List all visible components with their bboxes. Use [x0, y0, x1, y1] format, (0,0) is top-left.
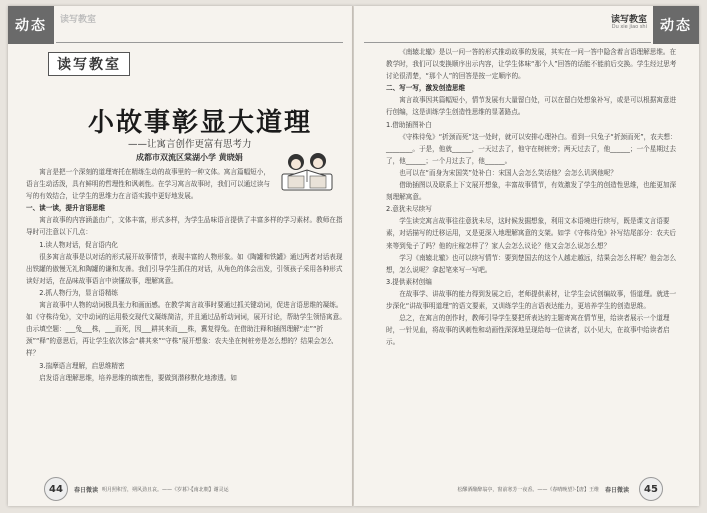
- right-section-tab: 动态: [653, 6, 699, 44]
- footer-quote: 明月照积雪，朔风劲且哀。——《岁暮》·【南北朝】谢灵运: [102, 486, 229, 493]
- paragraph: 寓言故事中人物的动词极具张力和画面感。在教学寓言故事时要通过抓关键动词，促进言语思维的凝练。如《守株待兔》，文中动词的运用极交现代文凝练简洁，并且通过品析动词词，展开讨论，帮助学生领悟寓意。由示填空题：___兔___株，___而死，因___耕其来而___株，冀复得兔。在借助注释和插图理解“走”“折颈”“释”的意思后，再让学生依次体会“耕其来”“守株”展开想象：农夫坐在树桩旁是怎么想的？结果会怎么样？: [26, 301, 346, 358]
- right-footer: [364, 478, 669, 500]
- article-author: 成都市双流区棠湖小学 黄晓娟: [136, 153, 243, 162]
- page-number: 45: [639, 477, 663, 501]
- paragraph: 寓言故事因其篇幅短小，情节发展有大量留白处，可以在留白处想象补写，或是可以根据寓意进行创编，这是训练学生创造性思维的显著路点。: [386, 96, 677, 117]
- paragraph: 1.借助插图补白: [386, 120, 432, 129]
- right-article-body: [386, 46, 682, 348]
- paragraph: 学习《南辕北辙》也可以续写情节：要到楚国去的这个人越走越远，结果会怎么样呢？他会怎么想，怎么说呢？拿起笔来写一写吧。: [386, 253, 677, 274]
- paragraph: 1.读人物对话，促言语内化: [39, 240, 119, 249]
- left-footer: [38, 478, 343, 500]
- right-running-header-pinyin: Du xie jiao shi: [611, 24, 647, 30]
- paragraph: 2.意犹未尽续写: [386, 205, 432, 214]
- right-running-header: 读写教室: [610, 15, 647, 25]
- left-section-tab: 动态: [8, 6, 54, 44]
- footer-brand: 春日微读: [74, 486, 99, 494]
- paragraph: 在故事学、讲故事的能力得到发展之后，老师提供素材，让学生会试创编故事，悟道理。就进一步深化“讲故事明道理”的语文要素，又训练学生的言语表达能力，更培养学生的创造思维。: [386, 289, 677, 310]
- paragraph: 也可以在“而身为宋国笑”处补白：宋国人会怎么笑话他？会怎么讥讽他呢？: [399, 168, 618, 177]
- section-heading: 一、读一读，提升言语思维: [26, 204, 106, 213]
- left-page: [8, 6, 353, 506]
- footer-brand: 春日微读: [604, 486, 629, 494]
- page-number: 44: [44, 477, 68, 501]
- paragraph: 很多寓言故事是以对话的形式展开故事情节，表现丰富的人物形象。如《陶罐和铁罐》通过两者对话表现出铁罐的傲慢无礼和陶罐的谦和友善。我们引导学生抓住的对话，从角色的体会出发，引领孩子采用各种形式读好对话，在品味故事语言中读懂故事，理解寓意。: [26, 252, 343, 285]
- left-article-body: [26, 166, 346, 384]
- right-header-rule: [364, 42, 651, 43]
- column-title: 读写教室: [48, 52, 130, 76]
- paragraph: 《南辕北辙》是以一问一答的形式推动故事的发展，其实在一问一答中隐含着言语理解思维。在教学时，我们可以变换顺序出示内容，让学生体味“那个人”回答的话能不能前后交换。学生经过思考讨论很清楚，“那个人”的回答是按一定顺序的。: [386, 48, 677, 81]
- article-title: 小故事彰显大道理: [88, 108, 313, 138]
- paragraph: 总之，在寓言的创作时，教师引导学生要把所表达的主题寄寓在情节里，给读者展示一个道理时，一针见血，将故事的讽刺性和动画性深深地呈现给每一位读者，以小见大，在故事中给读者启示。: [386, 314, 670, 347]
- article-subtitle: ——让寓言创作更富有思考力: [128, 139, 252, 150]
- paragraph: 寓言是把一个深刻的道理寄托在精练生动的故事里的一种文体。寓言篇幅短小，语言生动活泼，具有鲜明的哲理性和讽刺性。在学习寓言故事时，我们可以通过读与写的有效结合，让学生的思维力在言语实践中更好地发展。: [26, 168, 270, 201]
- left-header-rule: [56, 42, 343, 43]
- paragraph: 《守株待兔》“折颈而死”这一处时，就可以安排心理补白。看到一只兔子“折颈而死”，农夫想：________。于是，他就______，一天过去了，他守在树桩旁；两天过去了，他______；一个星期过去了，他______；一个月过去了，他______。: [386, 132, 677, 165]
- paragraph: 启发语言理解思维，培养思维的缜密性，要做到潜移默化地渗透。如: [39, 373, 237, 382]
- paragraph: 学生读完寓言故事往往意犹未尽，这时候发掘想象，利用文本语境进行续写，既是课文言语要素，对话描写的迁移运用，又是更深入地理解寓意的支架。如学《守株待兔》补写结尾部分：农夫后来等到兔子了吗？他的庄稼怎样了？家人会怎么议论？他又会怎么说怎么想？: [386, 217, 677, 250]
- paragraph: 2.抓人物行为，显言语精练: [39, 288, 119, 297]
- paragraph: 3.揣摩语言理解，启思维精密: [39, 361, 125, 370]
- section-heading: 二、写一写，激发创造思维: [386, 84, 466, 93]
- footer-quote: 松醪酒酿醉翁亭，窗前寒芳一夜香。——《春晴晚望》·【唐】王维: [457, 486, 599, 493]
- paragraph: 3.提供素材创编: [386, 277, 432, 286]
- left-running-header: 读写教室: [60, 15, 97, 25]
- paragraph: 借助插图以及联系上下文展开想象，丰富故事情节，有效激发了学生的创造性思维，也能更加深刻理解寓意。: [386, 181, 677, 202]
- paragraph: 寓言故事的内容涵盖由广，文体丰富，形式多样，为学生品味语言提供了丰富多样的学习素材。教师在指导时可注意以下几点：: [26, 216, 343, 237]
- right-page: [354, 6, 699, 506]
